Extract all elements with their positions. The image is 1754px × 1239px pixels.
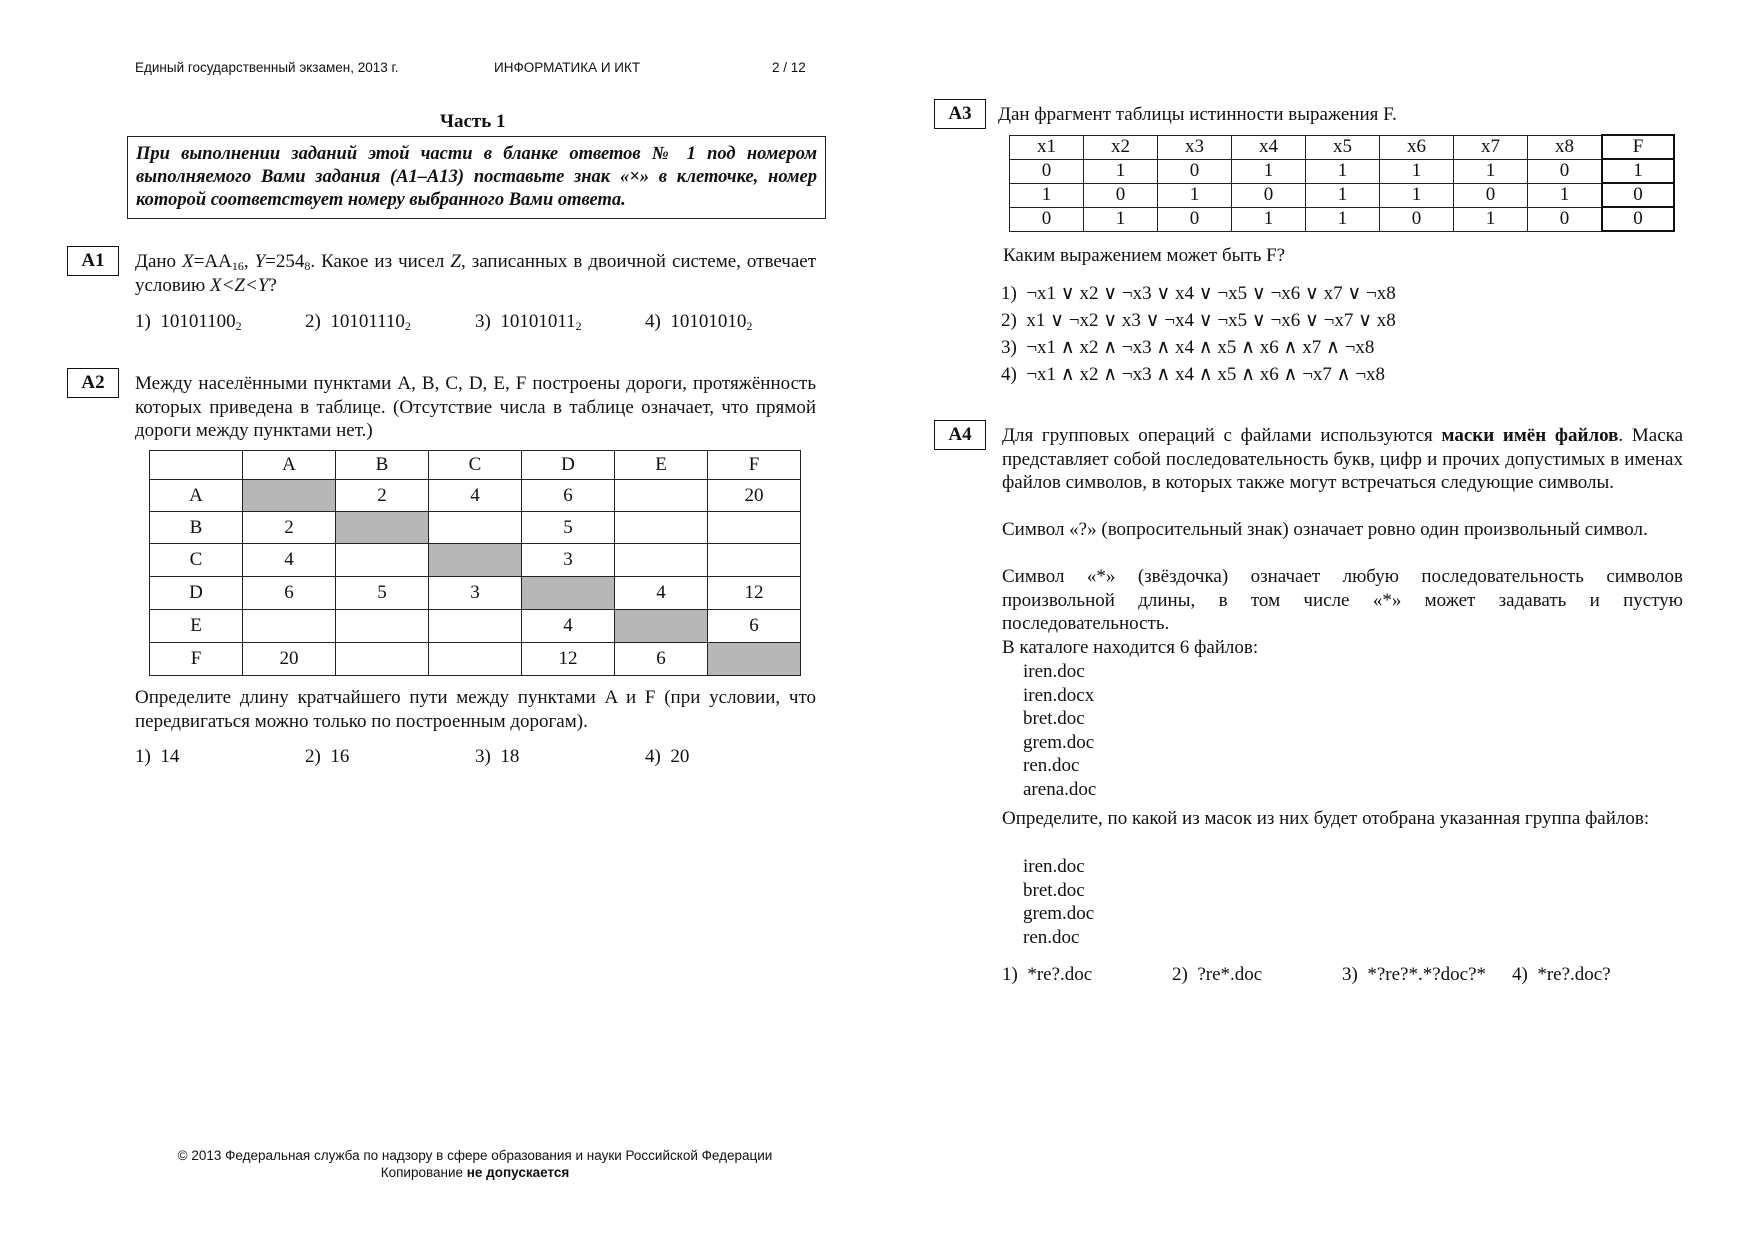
table-cell: 0 bbox=[1528, 207, 1603, 231]
table-cell: 4 bbox=[615, 577, 708, 610]
a1-text: Дано $X=AA_{16}$, $Y=254_8$. Какое из чисел Z, записанных в двоичной системе, отвечает условию X<Z<Y? bbox=[135, 251, 817, 296]
a4-option-2: 2) ?re*.doc bbox=[1172, 964, 1263, 985]
table-cell bbox=[615, 544, 708, 577]
a2-question: Определите длину кратчайшего пути между пунктами A и F (при условии, что передвигаться можно только по построенным дорогам). bbox=[135, 687, 816, 732]
list-item: iren.docx bbox=[1023, 684, 1095, 706]
table-cell bbox=[336, 610, 429, 643]
table-cell bbox=[708, 544, 801, 577]
table-cell: 0 bbox=[1380, 207, 1454, 231]
a3-question: Каким выражением может быть F? bbox=[1003, 245, 1286, 266]
table-row bbox=[1010, 183, 1675, 207]
list-item: grem.doc bbox=[1023, 731, 1095, 753]
table-cell: 1 bbox=[1380, 183, 1454, 207]
table-cell: D bbox=[150, 577, 243, 610]
table-cell: F bbox=[1602, 135, 1674, 159]
table-cell bbox=[615, 610, 708, 643]
table-cell bbox=[708, 512, 801, 544]
a4-intro: Для групповых операций с файлами используются маски имён файлов. Маска представляет собой последовательность букв, цифр и прочих допустимых в именах файлов символов, в которых также могут встречаться следующие символы. bbox=[1002, 425, 1684, 493]
exam-title: Единый государственный экзамен, 2013 г. bbox=[135, 60, 399, 75]
table-cell: 6 bbox=[243, 577, 336, 610]
table-cell: 3 bbox=[522, 544, 615, 577]
a1-option-2: 2) $10101110_2$ bbox=[305, 311, 411, 333]
a4-question-mark-rule: Символ «?» (вопросительный знак) означает ровно один произвольный символ. bbox=[1002, 519, 1648, 540]
table-row bbox=[1010, 159, 1675, 183]
table-cell: x3 bbox=[1158, 135, 1232, 159]
subject-title: ИНФОРМАТИКА И ИКТ bbox=[494, 60, 641, 75]
table-cell: 1 bbox=[1306, 183, 1380, 207]
table-row bbox=[150, 480, 801, 512]
table-cell: x8 bbox=[1528, 135, 1603, 159]
table-cell: 2 bbox=[243, 512, 336, 544]
table-cell: 1 bbox=[1010, 183, 1084, 207]
table-row bbox=[1010, 207, 1675, 231]
table-cell: 0 bbox=[1528, 159, 1603, 183]
table-cell: 1 bbox=[1232, 159, 1306, 183]
table-cell: 1 bbox=[1158, 183, 1232, 207]
table-cell: 1 bbox=[1528, 183, 1603, 207]
a2-text: Между населёнными пунктами A, B, C, D, E, F построены дороги, протяжённость которых приведена в таблице. (Отсутствие числа в таблице означает, что прямой дороги между пунктами нет.) bbox=[135, 373, 816, 441]
table-row bbox=[150, 577, 801, 610]
distance-table bbox=[149, 450, 801, 676]
page-number: 2 / 12 bbox=[772, 60, 806, 75]
table-row bbox=[150, 544, 801, 577]
table-cell: 2 bbox=[336, 480, 429, 512]
table-cell bbox=[429, 544, 522, 577]
table-cell: x6 bbox=[1380, 135, 1454, 159]
part-title: Часть 1 bbox=[440, 111, 506, 132]
table-cell: 1 bbox=[1380, 159, 1454, 183]
a1-option-1: 1) $10101100_2$ bbox=[135, 311, 242, 333]
table-cell: 0 bbox=[1010, 159, 1084, 183]
table-cell bbox=[429, 610, 522, 643]
table-cell: x2 bbox=[1084, 135, 1158, 159]
table-cell: 0 bbox=[1158, 159, 1232, 183]
a4-options bbox=[1002, 963, 1682, 987]
table-cell: x7 bbox=[1454, 135, 1528, 159]
a2-option-3: 3) 18 bbox=[475, 746, 520, 767]
table-cell bbox=[336, 643, 429, 676]
a3-option-3: 3) ¬x1 ∧ x2 ∧ ¬x3 ∧ x4 ∧ x5 ∧ x6 ∧ x7 ∧ ¬x8 bbox=[1001, 337, 1375, 358]
task-label-a2: A2 bbox=[67, 368, 119, 398]
table-cell: x4 bbox=[1232, 135, 1306, 159]
table-cell bbox=[243, 610, 336, 643]
table-cell: F bbox=[150, 643, 243, 676]
table-cell bbox=[429, 512, 522, 544]
list-item: ren.doc bbox=[1023, 755, 1080, 776]
a4-catalog: В каталоге находится 6 файлов: bbox=[1002, 637, 1259, 658]
list-item: grem.doc bbox=[1023, 903, 1095, 924]
table-cell: B bbox=[336, 451, 429, 480]
table-cell: 6 bbox=[615, 643, 708, 676]
table-cell: 12 bbox=[522, 643, 615, 676]
a2-option-2: 2) 16 bbox=[305, 746, 350, 767]
table-cell bbox=[336, 512, 429, 544]
table-cell: E bbox=[150, 610, 243, 643]
copyright-notice: © 2013 Федеральная служба по надзору в сфере образования и науки Российской Федерации bbox=[177, 1148, 773, 1163]
a4-option-1: 1) *re?.doc bbox=[1002, 964, 1093, 985]
table-cell: 1 bbox=[1602, 159, 1674, 183]
table-cell: x5 bbox=[1306, 135, 1380, 159]
table-cell: 1 bbox=[1306, 207, 1380, 231]
a4-question: Определите, по какой из масок из них будет отобрана указанная группа файлов: bbox=[1002, 808, 1650, 829]
table-cell: 1 bbox=[1454, 159, 1528, 183]
a1-option-4: 4) $10101010_2$ bbox=[645, 311, 753, 333]
task-label-a4: A4 bbox=[934, 420, 986, 450]
table-cell: F bbox=[708, 451, 801, 480]
footer bbox=[0, 1147, 950, 1181]
a3-option-2: 2) x1 ∨ ¬x2 ∨ x3 ∨ ¬x4 ∨ ¬x5 ∨ ¬x6 ∨ ¬x7 ∨ x8 bbox=[1001, 310, 1396, 331]
a1-option-3: 3) $10101011_2$ bbox=[475, 311, 582, 333]
table-cell: x1 bbox=[1010, 135, 1084, 159]
table-row bbox=[150, 643, 801, 676]
table-cell: 3 bbox=[429, 577, 522, 610]
part-instruction: При выполнении заданий этой части в бланке ответов № 1 под номером выполняемого Вами задания (A1–A13) поставьте знак «×» в клеточке, номер которой соответствует номеру выбранного Вами ответа. bbox=[127, 136, 826, 219]
table-cell: 4 bbox=[429, 480, 522, 512]
a3-text: Дан фрагмент таблицы истинности выражения F. bbox=[998, 104, 1397, 125]
table-cell bbox=[708, 643, 801, 676]
table-row bbox=[150, 610, 801, 643]
table-cell bbox=[429, 643, 522, 676]
table-cell: E bbox=[615, 451, 708, 480]
table-cell: 1 bbox=[1306, 159, 1380, 183]
table-cell: A bbox=[243, 451, 336, 480]
a3-option-4: 4) ¬x1 ∧ x2 ∧ ¬x3 ∧ x4 ∧ x5 ∧ x6 ∧ ¬x7 ∧ ¬x8 bbox=[1001, 364, 1386, 385]
table-cell bbox=[150, 451, 243, 480]
table-cell: 0 bbox=[1010, 207, 1084, 231]
task-label-a1: A1 bbox=[67, 246, 119, 276]
list-item: iren.doc bbox=[1023, 661, 1085, 682]
table-cell: A bbox=[150, 480, 243, 512]
table-cell: 20 bbox=[708, 480, 801, 512]
a3-option-1: 1) ¬x1 ∨ x2 ∨ ¬x3 ∨ x4 ∨ ¬x5 ∨ ¬x6 ∨ x7 ∨ ¬x8 bbox=[1001, 283, 1396, 304]
list-item: ren.doc bbox=[1023, 926, 1080, 948]
a4-star-rule: Символ «*» (звёздочка) означает любую последовательность символов произвольной длины, в том числе «*» может задавать и пустую последовательность. bbox=[1002, 566, 1683, 634]
table-cell: 0 bbox=[1454, 183, 1528, 207]
task-label-a3: A3 bbox=[934, 99, 986, 129]
table-cell: 0 bbox=[1602, 183, 1674, 207]
table-cell: 1 bbox=[1084, 207, 1158, 231]
table-cell: 0 bbox=[1158, 207, 1232, 231]
copy-restriction: Копирование не допускается bbox=[380, 1165, 570, 1180]
selected-file-list bbox=[1023, 855, 1094, 949]
a1-options bbox=[135, 310, 815, 334]
table-cell: 20 bbox=[243, 643, 336, 676]
table-cell: 12 bbox=[708, 577, 801, 610]
table-cell: 6 bbox=[708, 610, 801, 643]
table-cell bbox=[615, 480, 708, 512]
table-cell: B bbox=[150, 512, 243, 544]
table-cell: 5 bbox=[522, 512, 615, 544]
table-cell bbox=[336, 544, 429, 577]
table-cell: 6 bbox=[522, 480, 615, 512]
table-cell bbox=[615, 512, 708, 544]
table-cell: 0 bbox=[1084, 183, 1158, 207]
table-cell bbox=[243, 480, 336, 512]
table-cell: 1 bbox=[1232, 207, 1306, 231]
table-cell: C bbox=[150, 544, 243, 577]
table-cell: D bbox=[522, 451, 615, 480]
table-cell: 4 bbox=[243, 544, 336, 577]
a2-option-1: 1) 14 bbox=[135, 746, 180, 767]
truth-table-header bbox=[1010, 135, 1675, 159]
table-cell: 5 bbox=[336, 577, 429, 610]
a4-option-3: 3) *?re?*.*?doc?* bbox=[1342, 964, 1487, 985]
table-row bbox=[150, 512, 801, 544]
a2-option-4: 4) 20 bbox=[645, 746, 690, 767]
distance-table-header bbox=[150, 451, 801, 480]
table-cell: C bbox=[429, 451, 522, 480]
list-item: bret.doc bbox=[1023, 708, 1085, 729]
list-item: arena.doc bbox=[1023, 778, 1097, 800]
list-item: iren.doc bbox=[1023, 856, 1085, 877]
table-cell bbox=[522, 577, 615, 610]
file-list bbox=[1023, 660, 1096, 801]
a4-option-4: 4) *re?.doc? bbox=[1512, 964, 1611, 985]
table-cell: 0 bbox=[1602, 207, 1674, 231]
table-cell: 0 bbox=[1232, 183, 1306, 207]
table-cell: 1 bbox=[1084, 159, 1158, 183]
truth-table bbox=[1009, 134, 1675, 232]
a3-options bbox=[1001, 280, 1396, 388]
table-cell: 4 bbox=[522, 610, 615, 643]
list-item: bret.doc bbox=[1023, 879, 1085, 901]
table-cell: 1 bbox=[1454, 207, 1528, 231]
a2-options bbox=[135, 745, 815, 769]
